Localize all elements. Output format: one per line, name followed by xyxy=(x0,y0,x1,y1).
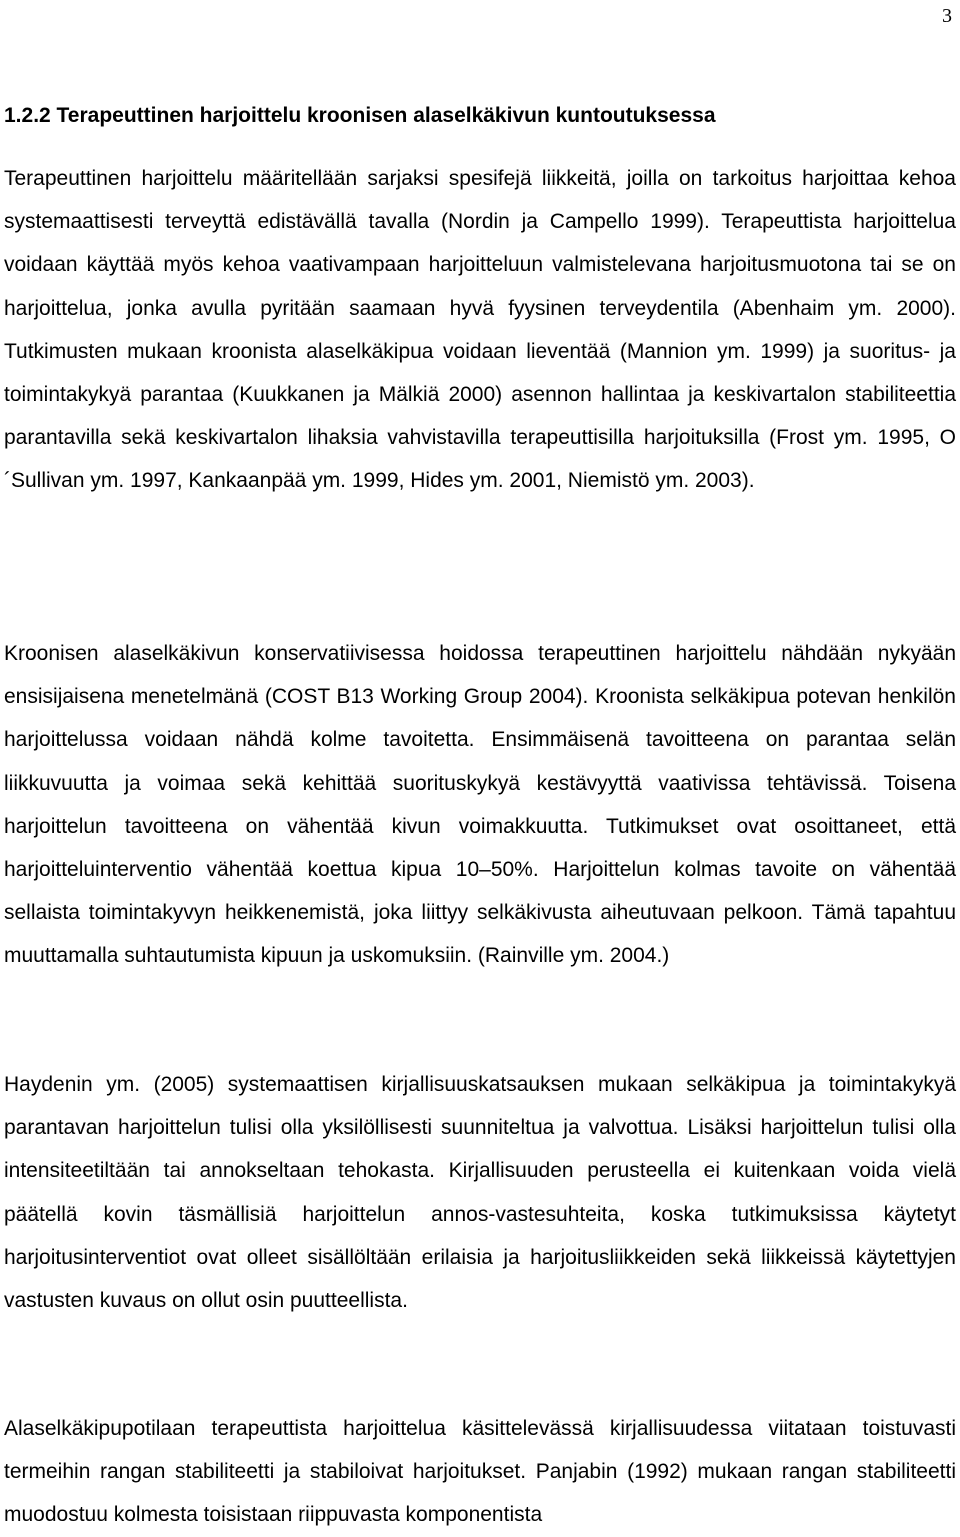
paragraph-definition: Terapeuttinen harjoittelu määritellään sarjaksi spesifejä liikkeitä, joilla on tarkoitus harjoittaa kehoa systemaattisesti terveyttä edistävällä tavalla (Nordin ja Campello 1999). Terapeuttista harjoittelua voidaan käyttää myös kehoa vaativampaan harjoitteluun valmistelevana harjoitusmuotona tai se on harjoittelua, jonka avulla pyritään saamaan hyvä fyysinen terveydentila (Abenhaim ym. 2000). Tutkimusten mukaan kroonista alaselkäkipua voidaan lieventää (Mannion ym. 1999) ja suoritus- ja toimintakykyä parantaa (Kuukkanen ja Mälkiä 2000) asennon hallintaa ja keskivartalon stabiliteettia parantavilla sekä keskivartalon lihaksia vahvistavilla terapeuttisilla harjoituksilla (Frost ym. 1995, O´Sullivan ym. 1997, Kankaanpää ym. 1999, Hides ym. 2001, Niemistö ym. 2003). xyxy=(4,167,956,493)
paragraph-goals: Kroonisen alaselkäkivun konservatiivisessa hoidossa terapeuttinen harjoittelu nähdään nykyään ensisijaisena menetelmänä (COST B13 Working Group 2004). Kroonista selkäkipua potevan henkilön harjoittelussa voidaan nähdä kolme tavoitetta. Ensimmäisenä tavoitteena on parantaa selän liikkuvuutta ja voimaa sekä kehittää suorituskykyä kestävyyttä vaativissa tehtävissä. Toisena harjoittelun tavoitteena on vähentää kivun voimakkuutta. Tutkimukset ovat osoittaneet, että harjoitteluinterventio vähentää koettua kipua 10–50%. Harjoittelun kolmas tavoite on vähentää sellaista toimintakyvyn heikkenemistä, joka liittyy selkäkivusta aiheutuvaan pelkoon. Tämä tapahtuu muuttamalla suhtautumista kipuun ja uskomuksiin. (Rainville ym. 2004.) xyxy=(4,642,956,968)
paragraph-stability: Alaselkäkipupotilaan terapeuttista harjoittelua käsittelevässä kirjallisuudessa viitataan toistuvasti termeihin rangan stabiliteetti ja stabiloivat harjoitukset. Panjabin (1992) mukaan rangan stabiliteetti muodostuu kolmesta toisistaan riippuvasta komponentista xyxy=(4,1417,956,1527)
section-heading: 1.2.2 Terapeuttinen harjoittelu kroonisen alaselkäkivun kuntoutuksessa xyxy=(4,104,716,127)
page-number: 3 xyxy=(942,5,952,27)
paragraph-hayden-review: Haydenin ym. (2005) systemaattisen kirjallisuuskatsauksen mukaan selkäkipua ja toimintakykyä parantavan harjoittelun tulisi olla yksilöllisesti suunniteltua ja valvottua. Lisäksi harjoittelun tulisi olla intensiteetiltään tai annokseltaan tehokasta. Kirjallisuuden perusteella ei kuitenkaan voida vielä päätellä kovin täsmällisiä harjoittelun annos-vastesuhteita, koska tutkimuksissa käytetyt harjoitusinterventiot ovat olleet sisällöltään erilaisia ja harjoitusliikkeiden sekä liikkeissä käytettyjen vastusten kuvaus on ollut osin puutteellista. xyxy=(4,1073,956,1313)
